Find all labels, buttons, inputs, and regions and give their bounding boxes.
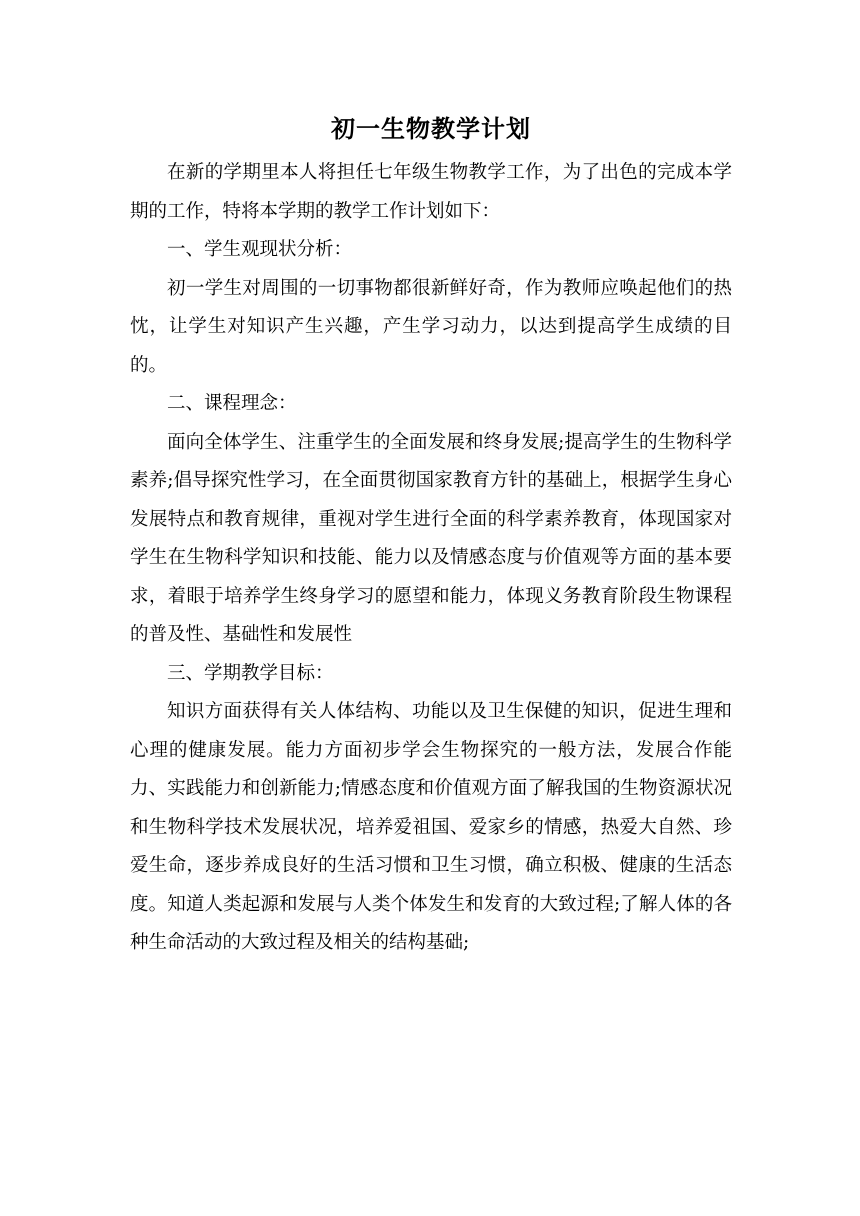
student-analysis-paragraph: 初一学生对周围的一切事物都很新鲜好奇，作为教师应唤起他们的热忱，让学生对知识产生兴趣，产生学习动力，以达到提高学生成绩的目的。 [130,277,732,376]
teaching-goals-paragraph: 知识方面获得有关人体结构、功能以及卫生保健的知识，促进生理和心理的健康发展。能力方面初步学会生物探究的一般方法，发展合作能力、实践能力和创新能力;情感态度和价值观方面了解我国的生物资源状况和生物科学技术发展状况，培养爱祖国、爱家乡的情感，热爱大自然、珍爱生命，逐步养成良好的生活习惯和卫生习惯，确立积极、健康的生活态度。知道人类起源和发展与人类个体发生和发育的大致过程;了解人体的各种生命活动的大致过程及相关的结构基础; [130,701,732,953]
document-body [130,104,732,963]
intro-paragraph: 在新的学期里本人将担任七年级生物教学工作，为了出色的完成本学期的工作，特将本学期的教学工作计划如下： [130,162,732,222]
document-title: 初一生物教学计划 [331,114,531,143]
section-heading-student-analysis: 一、学生观现状分析： [167,239,353,260]
curriculum-philosophy-paragraph: 面向全体学生、注重学生的全面发展和终身发展;提高学生的生物科学素养;倡导探究性学习，在全面贯彻国家教育方针的基础上，根据学生身心发展特点和教育规律，重视对学生进行全面的科学素养教育，体现国家对学生在生物科学知识和技能、能力以及情感态度与价值观等方面的基本要求，着眼于培养学生终身学习的愿望和能力，体现义务教育阶段生物课程的普及性、基础性和发展性 [130,431,732,645]
section-heading-teaching-goals: 三、学期教学目标： [167,662,334,684]
section-heading-curriculum-philosophy: 二、课程理念： [167,393,297,414]
